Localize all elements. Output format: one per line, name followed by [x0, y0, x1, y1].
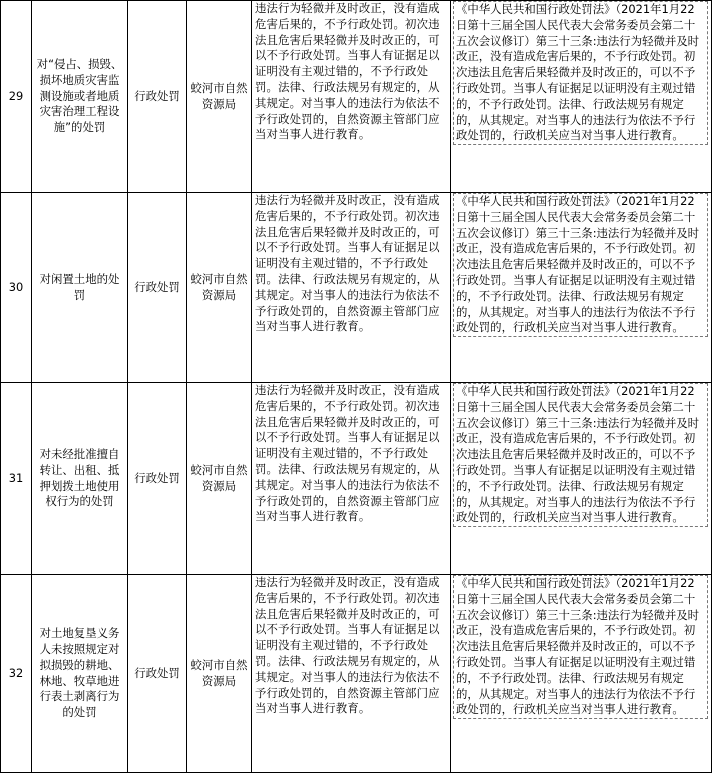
legal-basis-cell [451, 383, 712, 575]
item-name: 对未经批准擅自转让、出租、抵押划拨土地使用权行为的处罚 [32, 383, 128, 575]
enforcement-department: 蛟河市自然资源局 [187, 383, 252, 575]
enforcement-department: 蛟河市自然资源局 [187, 193, 252, 383]
legal-basis: 《中华人民共和国行政处罚法》（2021年1月22日第十三届全国人民代表大会常务委员会第二十五次会议修订）第三十三条:违法行为轻微并及时改正，没有造成危害后果的，不予行政处罚。初次违法且危害后果轻微并及时改正的，可以不予行政处罚。当事人有证据足以证明没有主观过错的，不予行政处罚。法律、行政法规另有规定的，从其规定。对当事人的违法行为依法不予行政处罚的，行政机关应当对当事人进行教育。 [453, 575, 708, 719]
exemption-condition: 违法行为轻微并及时改正，没有造成危害后果的，不予行政处罚。初次违法且危害后果轻微并及时改正的，可以不予行政处罚。当事人有证据足以证明没有主观过错的，不予行政处罚。法律、行政法规另有规定的，从其规定。对当事人的违法行为依法不予行政处罚的，自然资源主管部门应当对当事人进行教育。 [252, 193, 451, 383]
table-row [1, 193, 712, 383]
legal-basis: 《中华人民共和国行政处罚法》（2021年1月22日第十三届全国人民代表大会常务委员会第二十五次会议修订）第三十三条:违法行为轻微并及时改正，没有造成危害后果的，不予行政处罚。初次违法且危害后果轻微并及时改正的，可以不予行政处罚。当事人有证据足以证明没有主观过错的，不予行政处罚。法律、行政法规另有规定的，从其规定。对当事人的违法行为依法不予行政处罚的，行政机关应当对当事人进行教育。 [453, 1, 708, 145]
legal-basis-cell [451, 193, 712, 383]
legal-basis: 《中华人民共和国行政处罚法》（2021年1月22日第十三届全国人民代表大会常务委员会第二十五次会议修订）第三十三条:违法行为轻微并及时改正，没有造成危害后果的，不予行政处罚。初次违法且危害后果轻微并及时改正的，可以不予行政处罚。当事人有证据足以证明没有主观过错的，不予行政处罚。法律、行政法规另有规定的，从其规定。对当事人的违法行为依法不予行政处罚的，行政机关应当对当事人进行教育。 [453, 383, 708, 527]
item-type: 行政处罚 [128, 193, 187, 383]
item-type: 行政处罚 [128, 575, 187, 773]
row-number: 30 [1, 193, 32, 383]
exemption-condition: 违法行为轻微并及时改正，没有造成危害后果的，不予行政处罚。初次违法且危害后果轻微并及时改正的，可以不予行政处罚。当事人有证据足以证明没有主观过错的，不予行政处罚。法律、行政法规另有规定的，从其规定。对当事人的违法行为依法不予行政处罚的，自然资源主管部门应当对当事人进行教育。 [252, 383, 451, 575]
enforcement-department: 蛟河市自然资源局 [187, 575, 252, 773]
legal-basis-cell [451, 575, 712, 773]
table-row [1, 1, 712, 193]
table-row [1, 383, 712, 575]
row-number: 31 [1, 383, 32, 575]
enforcement-department: 蛟河市自然资源局 [187, 1, 252, 193]
row-number: 32 [1, 575, 32, 773]
item-name: 对“侵占、损毁、损坏地质灾害监测设施或者地质灾害治理工程设施”的处罚 [32, 1, 128, 193]
item-name: 对土地复垦义务人未按照规定对拟损毁的耕地、林地、牧草地进行表土剥离行为的处罚 [32, 575, 128, 773]
legal-basis-cell [451, 1, 712, 193]
legal-basis: 《中华人民共和国行政处罚法》（2021年1月22日第十三届全国人民代表大会常务委员会第二十五次会议修订）第三十三条:违法行为轻微并及时改正，没有造成危害后果的，不予行政处罚。初次违法且危害后果轻微并及时改正的，可以不予行政处罚。当事人有证据足以证明没有主观过错的，不予行政处罚。法律、行政法规另有规定的，从其规定。对当事人的违法行为依法不予行政处罚的，行政机关应当对当事人进行教育。 [453, 193, 708, 337]
exemption-condition: 违法行为轻微并及时改正，没有造成危害后果的，不予行政处罚。初次违法且危害后果轻微并及时改正的，可以不予行政处罚。当事人有证据足以证明没有主观过错的，不予行政处罚。法律、行政法规另有规定的，从其规定。对当事人的违法行为依法不予行政处罚的，自然资源主管部门应当对当事人进行教育。 [252, 1, 451, 193]
item-name: 对闲置土地的处罚 [32, 193, 128, 383]
item-type: 行政处罚 [128, 383, 187, 575]
row-number: 29 [1, 1, 32, 193]
item-type: 行政处罚 [128, 1, 187, 193]
table-row [1, 575, 712, 773]
exemption-condition: 违法行为轻微并及时改正，没有造成危害后果的，不予行政处罚。初次违法且危害后果轻微并及时改正的，可以不予行政处罚。当事人有证据足以证明没有主观过错的，不予行政处罚。法律、行政法规另有规定的，从其规定。对当事人的违法行为依法不予行政处罚的，自然资源主管部门应当对当事人进行教育。 [252, 575, 451, 773]
